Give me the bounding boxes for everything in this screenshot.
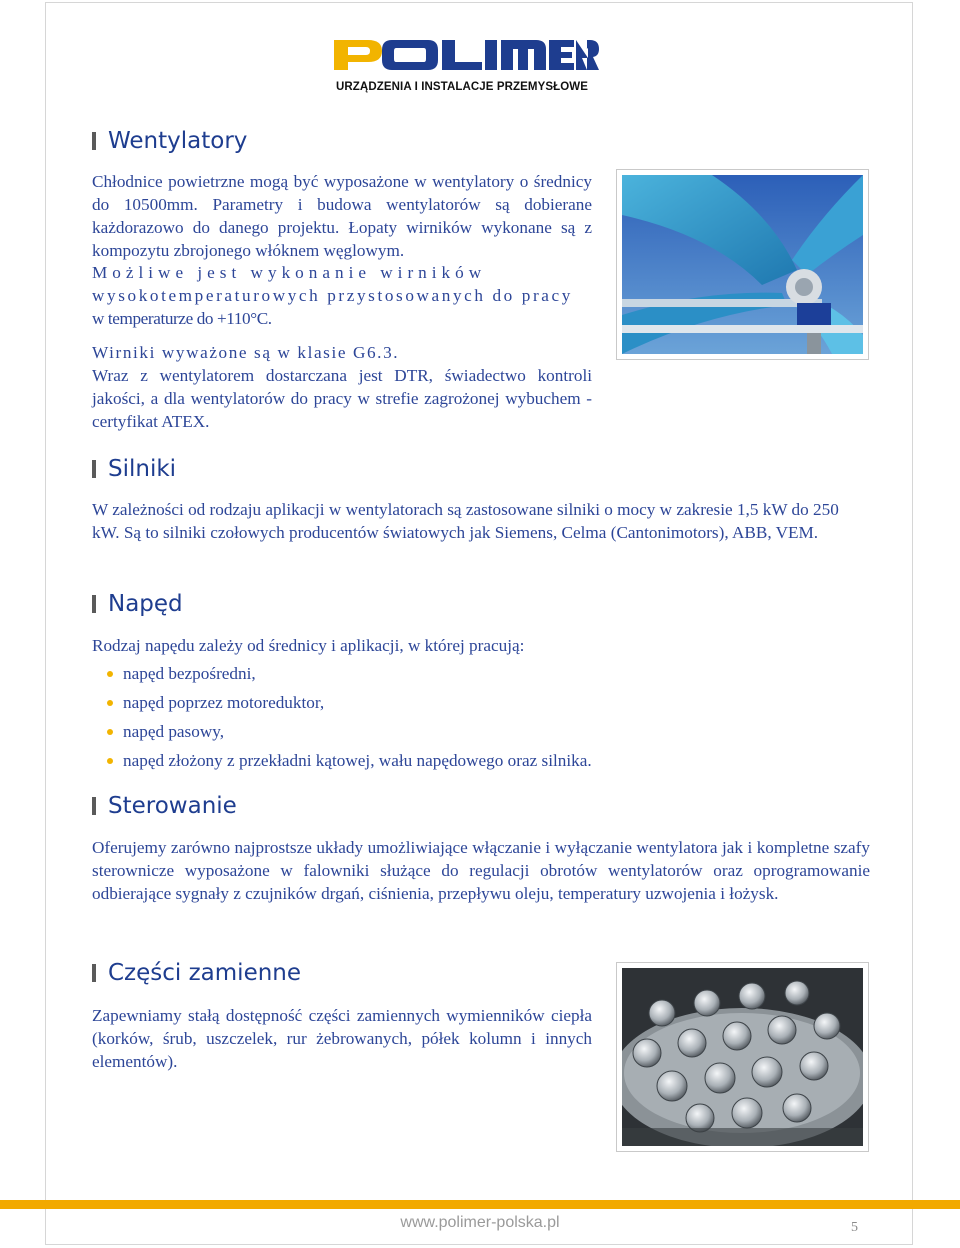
wentylatory-paragraph-2: Wirniki wyważone są w klasie G6.3.: [92, 343, 400, 362]
list-item-text: napęd złożony z przekładni kątowej, wału napędowego oraz silnika.: [123, 751, 592, 770]
heading-bar-icon: [92, 460, 96, 478]
heading-text: Napęd: [108, 591, 183, 617]
heading-text: Części zamienne: [108, 960, 302, 986]
section-heading-sterowanie: [92, 791, 237, 821]
wentylatory-paragraph-1: [92, 170, 592, 262]
polimer-logo: [332, 36, 600, 96]
heading-bar-icon: [92, 595, 96, 613]
naped-intro: Rodzaj napędu zależy od średnicy i aplikacji, w której pracują:: [92, 636, 525, 655]
heading-bar-icon: [92, 132, 96, 150]
bullet-icon: [107, 671, 113, 677]
naped-list: [104, 662, 592, 778]
list-item: [104, 720, 592, 749]
heading-text: Silniki: [108, 456, 177, 482]
list-item-text: napęd pasowy,: [123, 722, 225, 741]
wentylatory-paragraph-1b: Możliwe jest wykonanie wirników: [92, 263, 487, 282]
silniki-paragraph: W zależności od rodzaju aplikacji w wentylatorach są zastosowane silniki o mocy w zakresie 1,5 kW do 250 kW. Są to silniki czołowych producentów światowych jak Siemens, Celma (Cantonimotors), ABB, VEM.: [92, 500, 839, 542]
bullet-icon: [107, 758, 113, 764]
heading-text: Sterowanie: [108, 793, 237, 819]
fan-photo: [616, 169, 869, 360]
heading-bar-icon: [92, 797, 96, 815]
list-item: [104, 662, 592, 691]
section-heading-silniki: [92, 454, 176, 484]
page-number: 5: [851, 1220, 858, 1235]
list-item-text: napęd bezpośredni,: [123, 664, 256, 683]
polimer-wordmark-icon: [332, 36, 600, 76]
section-heading-wentylatory: [92, 126, 247, 156]
bullet-icon: [107, 700, 113, 706]
heading-text: Wentylatory: [108, 128, 248, 154]
heading-bar-icon: [92, 964, 96, 982]
parts-photo: [616, 962, 869, 1152]
list-item: [104, 691, 592, 720]
list-item: [104, 749, 592, 778]
section-heading-czesci: [92, 958, 301, 988]
brand-tagline: URZĄDZENIA I INSTALACJE PRZEMYSŁOWE: [336, 81, 589, 93]
footer-accent-bar: [0, 1200, 960, 1209]
spare-parts-image-icon: [622, 968, 863, 1146]
bullet-icon: [107, 729, 113, 735]
wentylatory-paragraph-3: Wraz z wentylatorem dostarczana jest DTR, świadectwo kontroli jakości, a dla wentylatorów do pracy w strefie zagrożonej wybuchem - certyfikat ATEX.: [92, 366, 592, 431]
section-heading-naped: [92, 589, 183, 619]
wentylatory-p1-text: Chłodnice powietrzne mogą być wyposażone w wentylatory o średnicy do 10500mm. Parametry i budowa wentylatorów są dobierane każdorazowo do danego projektu. Łopaty wirników wykonane są z kompozytu zbrojonego włóknem węglowym.: [92, 172, 592, 260]
fan-impeller-image-icon: [622, 175, 863, 354]
wentylatory-paragraph-1c: wysokotemperaturowych przystosowanych do pracy: [92, 286, 573, 305]
footer-website-link[interactable]: www.polimer-polska.pl: [400, 1214, 560, 1231]
czesci-paragraph: Zapewniamy stałą dostępność części zamiennych wymienników ciepła (korków, śrub, uszczelek, rur żebrowanych, półek kolumn i innych elementów).: [92, 1006, 592, 1071]
sterowanie-paragraph: Oferujemy zarówno najprostsze układy umożliwiające włączanie i wyłączanie wentylatora jak i kompletne szafy sterownicze wyposażone w falowniki służące do regulacji obrotów wentylatorów oraz oprogramowanie odbierające sygnały z czujników drgań, ciśnienia, przepływu oleju, temperatury uzwojenia i łożysk.: [92, 838, 870, 903]
wentylatory-paragraph-1d: w temperaturze do +110°C.: [92, 309, 272, 328]
list-item-text: napęd poprzez motoreduktor,: [123, 693, 325, 712]
